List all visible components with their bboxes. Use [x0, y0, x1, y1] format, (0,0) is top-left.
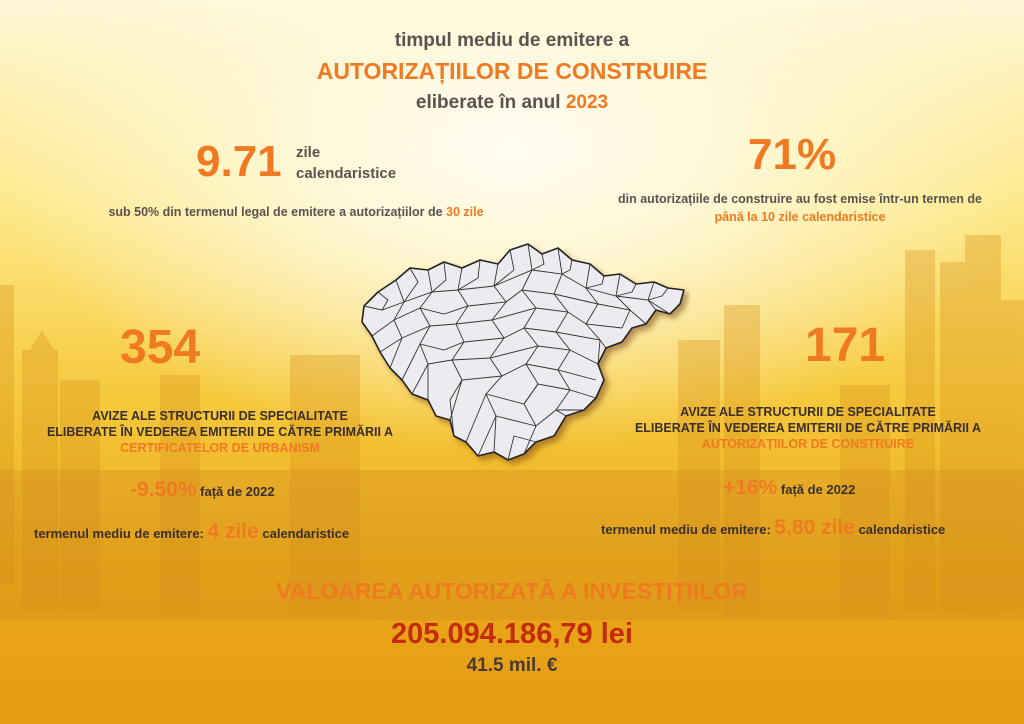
share-note: [520, 190, 1024, 226]
left-block-description: [0, 408, 440, 456]
left-block-value: 354: [120, 321, 201, 374]
left-block-line-2: ELIBERATE ÎN VEDEREA EMITERII DE CĂTRE PRIMĂRII A: [46, 425, 394, 439]
right-block-change: [723, 476, 855, 500]
right-block-term: [601, 516, 945, 540]
share-note-line-2: până la 10 zile calendaristice: [714, 210, 886, 224]
avg-time-unit-line-2: calendaristice: [296, 165, 397, 182]
right-block-change-value: +16%: [723, 476, 778, 499]
left-block-change: [130, 478, 275, 502]
left-block-term-suffix: calendaristice: [258, 526, 350, 541]
avg-time-note-highlight: 30 zile: [446, 205, 484, 219]
header-year: 2023: [565, 92, 609, 113]
header-line-3: [0, 92, 1024, 114]
avg-time-value: 9.71: [196, 137, 282, 186]
right-block-line-3: AUTORIZAȚIILOR DE CONSTRUIRE: [701, 437, 915, 451]
right-block-description: [598, 404, 1018, 452]
avg-time-unit: [296, 142, 396, 184]
share-note-line-1: din autorizațiile de construire au fost emise într-un termen de: [618, 192, 982, 206]
right-block-line-1: AVIZE ALE STRUCTURII DE SPECIALITATE: [680, 405, 936, 419]
right-block-term-suffix: calendaristice: [854, 522, 946, 537]
right-block-change-text: față de 2022: [777, 482, 856, 497]
header-line-1: timpul mediu de emitere a: [394, 30, 630, 51]
investment-title: VALOAREA AUTORIZATĂ A INVESTIȚIILOR: [276, 578, 748, 604]
left-block-line-3: CERTIFICATELOR DE URBANISM: [120, 441, 320, 455]
left-block-term: [34, 520, 349, 544]
share-value: 71%: [748, 130, 837, 179]
right-block-term-value: 5,80 zile: [774, 516, 855, 539]
left-block-change-text: față de 2022: [196, 484, 275, 499]
right-block-term-prefix: termenul mediu de emitere:: [601, 522, 775, 537]
left-block-term-value: 4 zile: [207, 520, 259, 543]
left-block-line-1: AVIZE ALE STRUCTURII DE SPECIALITATE: [92, 409, 348, 423]
avg-time-note: [0, 205, 592, 219]
right-block-line-2: ELIBERATE ÎN VEDEREA EMITERII DE CĂTRE PRIMĂRII A: [634, 421, 982, 435]
header-title: AUTORIZAȚIILOR DE CONSTRUIRE: [316, 58, 708, 84]
avg-time-note-text: sub 50% din termenul legal de emitere a autorizațiilor de: [108, 205, 447, 219]
right-block-value: 171: [805, 319, 886, 372]
investment-lei-value: 205.094.186,79 lei: [391, 618, 633, 650]
header-year-prefix: eliberate în anul: [415, 92, 566, 113]
left-block-term-prefix: termenul mediu de emitere:: [34, 526, 208, 541]
avg-time-unit-line-1: zile: [296, 144, 321, 161]
left-block-change-value: -9.50%: [130, 478, 197, 501]
investment-eur-value: 41.5 mil. €: [466, 655, 558, 676]
